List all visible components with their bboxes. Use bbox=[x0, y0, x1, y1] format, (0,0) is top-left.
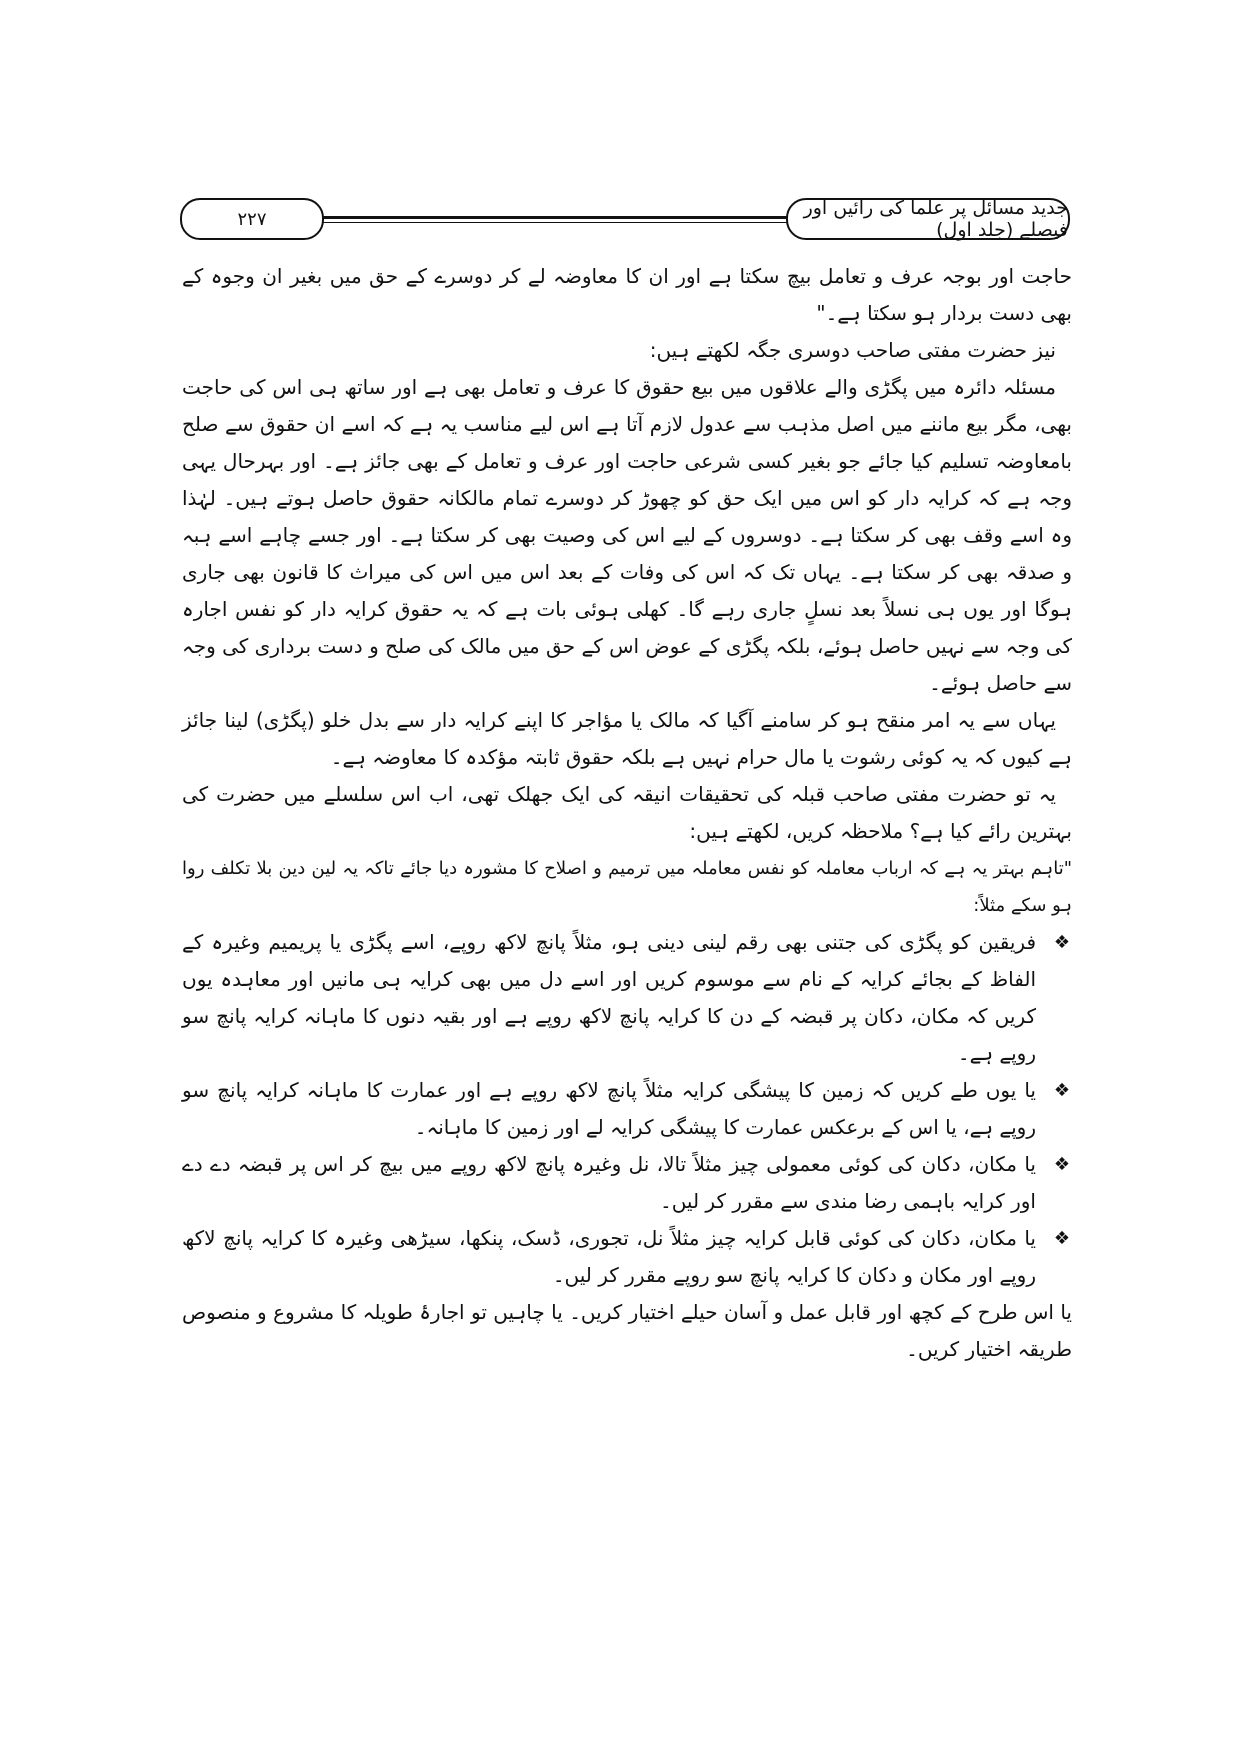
list-item-text: یا مکان، دکان کی کوئی معمولی چیز مثلاً تالا، نل وغیرہ پانچ لاکھ روپے میں بیچ کر اس پر قبضہ دے دے اور کرایہ باہمی رضا مندی سے مقرر کر لیں۔ bbox=[182, 1152, 1036, 1213]
list-item bbox=[182, 924, 1072, 1072]
body-text bbox=[182, 258, 1072, 1368]
paragraph-conclusion: یہاں سے یہ امر منقح ہو کر سامنے آگیا کہ مالک یا مؤاجر کا اپنے کرایہ دار سے بدل خلو (پگڑی) لینا جائز ہے کیوں کہ یہ کوئی رشوت یا مال حرام نہیں ہے بلکہ حقوق ثابتہ مؤکدہ کا معاوضہ ہے۔ bbox=[182, 708, 1072, 769]
page-number: ۲۲۷ bbox=[180, 198, 324, 240]
paragraph-transition: یہ تو حضرت مفتی صاحب قبلہ کی تحقیقات انیقہ کی ایک جھلک تھی، اب اس سلسلے میں حضرت کی بہترین رائے کیا ہے؟ ملاحظہ کریں، لکھتے ہیں: bbox=[182, 782, 1072, 843]
paragraph-closing: یا اس طرح کے کچھ اور قابل عمل و آسان حیلے اختیار کریں۔ یا چاہیں تو اجارۂ طویلہ کا مشروع و منصوص طریقہ اختیار کریں۔ bbox=[182, 1300, 1072, 1361]
header-rule-thin bbox=[300, 222, 820, 223]
paragraph-continuation: حاجت اور بوجہ عرف و تعامل بیچ سکتا ہے اور ان کا معاوضہ لے کر دوسرے کے حق میں بغیر ان وجوہ کے بھی دست بردار ہو سکتا ہے۔" bbox=[182, 264, 1072, 325]
paragraph-intro: نیز حضرت مفتی صاحب دوسری جگہ لکھتے ہیں: bbox=[649, 338, 1056, 362]
page-header bbox=[180, 198, 1070, 240]
four-diamond-icon: ❖ bbox=[1053, 932, 1070, 953]
book-title: جدید مسائل پر علما کی رائیں اور فیصلے (جلد اول) bbox=[786, 198, 1070, 240]
four-diamond-icon: ❖ bbox=[1053, 1228, 1070, 1249]
suggestion-list bbox=[182, 924, 1072, 1294]
four-diamond-icon: ❖ bbox=[1053, 1080, 1070, 1101]
list-item bbox=[182, 1072, 1072, 1146]
paragraph-main: مسئلہ دائرہ میں پگڑی والے علاقوں میں بیع حقوق کا عرف و تعامل بھی ہے اور ساتھ ہی اس کی حاجت بھی، مگر بیع ماننے میں اصل مذہب سے عدول لازم آتا ہے اس لیے مناسب یہ ہے کہ اسے ان حقوق سے صلح بامعاوضہ تسلیم کیا جائے جو بغیر کسی شرعی حاجت اور عرف و تعامل کے بھی جائز ہے۔ اور بہرحال یہی وجہ ہے کہ کرایہ دار کو اس میں ایک حق کو چھوڑ کر دوسرے تمام مالکانہ حقوق حاصل ہوتے ہیں۔ لہٰذا وہ اسے وقف بھی کر سکتا ہے۔ دوسروں کے لیے اس کی وصیت بھی کر سکتا ہے۔ اور جسے چاہے اسے ہبہ و صدقہ بھی کر سکتا ہے۔ یہاں تک کہ اس کی وفات کے بعد اس میں اس کی میراث کا قانون بھی جاری ہوگا اور یوں ہی نسلاً بعد نسلٍ جاری رہے گا۔ کھلی ہوئی بات ہے کہ یہ حقوق کرایہ دار کو نفس اجارہ کی وجہ سے نہیں حاصل ہوئے، بلکہ پگڑی کے عوض اس کے حق میں مالک کی صلح و دست برداری کی وجہ سے حاصل ہوئے۔ bbox=[182, 375, 1072, 695]
four-diamond-icon: ❖ bbox=[1053, 1154, 1070, 1175]
list-item-text: فریقین کو پگڑی کی جتنی بھی رقم لینی دینی ہو، مثلاً پانچ لاکھ روپے، اسے پگڑی یا پریمیم وغیرہ کے الفاظ کے بجائے کرایہ کے نام سے موسوم کریں اور اسے دل میں بھی کرایہ ہی مانیں اور معاہدہ یوں کریں کہ مکان، دکان پر قبضہ کے دن کا کرایہ پانچ لاکھ روپے ہے اور بقیہ دنوں کا ماہانہ کرایہ پانچ سو روپے ہے۔ bbox=[182, 930, 1036, 1065]
list-item bbox=[182, 1220, 1072, 1294]
list-item-text: یا مکان، دکان کی کوئی قابل کرایہ چیز مثلاً نل، تجوری، ڈسک، پنکھا، سیڑھی وغیرہ کا کرایہ پانچ لاکھ روپے اور مکان و دکان کا کرایہ پانچ سو روپے مقرر کر لیں۔ bbox=[182, 1226, 1036, 1287]
header-rule bbox=[300, 216, 820, 219]
list-item-text: یا یوں طے کریں کہ زمین کا پیشگی کرایہ مثلاً پانچ لاکھ روپے ہے اور عمارت کا ماہانہ کرایہ پانچ سو روپے ہے، یا اس کے برعکس عمارت کا پیشگی کرایہ لے اور زمین کا ماہانہ۔ bbox=[182, 1078, 1036, 1139]
paragraph-quote-intro: "تاہم بہتر یہ ہے کہ ارباب معاملہ کو نفس معاملہ میں ترمیم و اصلاح کا مشورہ دیا جائے تاکہ یہ لین دین بلا تکلف روا ہو سکے مثلاً: bbox=[182, 858, 1072, 916]
list-item bbox=[182, 1146, 1072, 1220]
